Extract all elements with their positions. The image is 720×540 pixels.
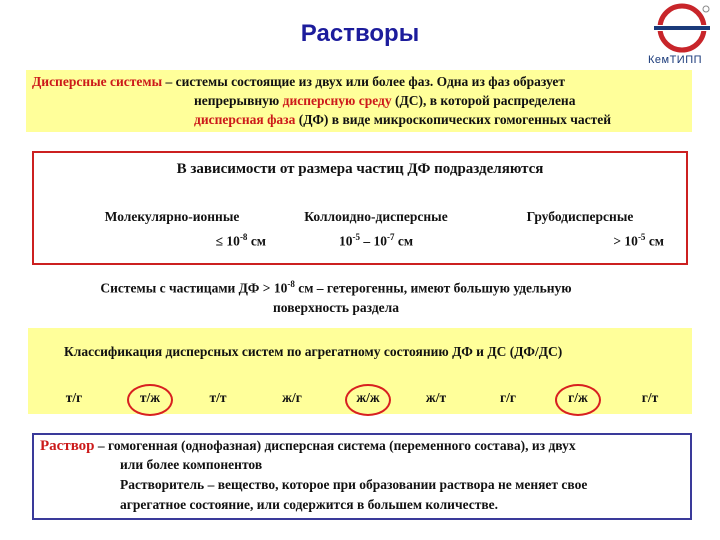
size-class-name: Грубодисперсные (526, 209, 634, 224)
solvent-line-2: агрегатное состояние, или содержится в большем количестве. (120, 497, 498, 512)
definition-text: (ДС), в которой распределена (391, 93, 576, 108)
state-zhg: ж/г (282, 390, 302, 405)
definition-line-3 (194, 112, 611, 128)
solution-term: Раствор (40, 438, 95, 454)
state-tzh: т/ж (139, 390, 161, 405)
state-gt: г/т (641, 390, 659, 405)
size-class-coarse (496, 207, 664, 252)
definition-term: Дисперсные системы (32, 74, 163, 89)
size-class-range: ≤ $10^{-8}$ см (215, 232, 266, 249)
size-classes-heading: В зависимости от размера частиц ДФ подразделяются (176, 161, 544, 177)
logo-text: КемТИПП (647, 54, 703, 66)
definition-line-2 (194, 93, 575, 109)
heterogeneous-note: Системы с частицами ДФ > $10^{-8}$ см – гетерогенны, имеют большую удельную поверхность раздела (36, 275, 636, 317)
solvent-line-1: Растворитель – вещество, которое при образовании раствора не меняет свое (120, 477, 588, 492)
state-zhzh: ж/ж (356, 390, 380, 405)
size-class-range: > $10^{-5}$ см (613, 232, 664, 249)
size-class-colloid (288, 207, 464, 252)
size-class-range: $10^{-5} - 10^{-7}$ см (338, 232, 414, 249)
definition-box (26, 70, 692, 132)
size-class-name: Коллоидно-дисперсные (304, 209, 448, 224)
aggregate-classification-box (28, 328, 692, 414)
solution-definition-box (32, 433, 692, 520)
definition-text: непрерывную (194, 93, 283, 108)
state-tg: т/г (65, 390, 83, 405)
solution-line-2: или более компонентов (120, 457, 263, 472)
aggregate-heading: Классификация дисперсных систем по агрегатному состоянию ДФ и ДС (ДФ/ДС) (64, 344, 563, 359)
solution-line-1 (40, 438, 576, 455)
definition-text: – системы состоящие из двух или более фаз. Одна из фаз образует (162, 74, 566, 89)
definition-text: (ДФ) в виде микроскопических гомогенных частей (295, 112, 612, 127)
page-title: Растворы (300, 20, 420, 47)
size-classes-box (32, 151, 688, 265)
dispersed-phase-term: дисперсная фаза (194, 112, 296, 127)
size-class-name: Молекулярно-ионные (104, 209, 240, 224)
state-zht: ж/т (425, 390, 447, 405)
solution-text: – гомогенная (однофазная) дисперсная система (переменного состава), из двух (94, 438, 576, 453)
state-gg: г/г (499, 390, 516, 405)
size-class-molecular (78, 207, 266, 252)
heterogeneous-note-line-2: поверхность раздела (273, 299, 399, 315)
state-gzh: г/ж (568, 390, 588, 405)
state-tt: т/т (209, 390, 227, 405)
dispersion-medium-term: дисперсную среду (282, 93, 392, 108)
definition-line-1 (32, 74, 565, 90)
